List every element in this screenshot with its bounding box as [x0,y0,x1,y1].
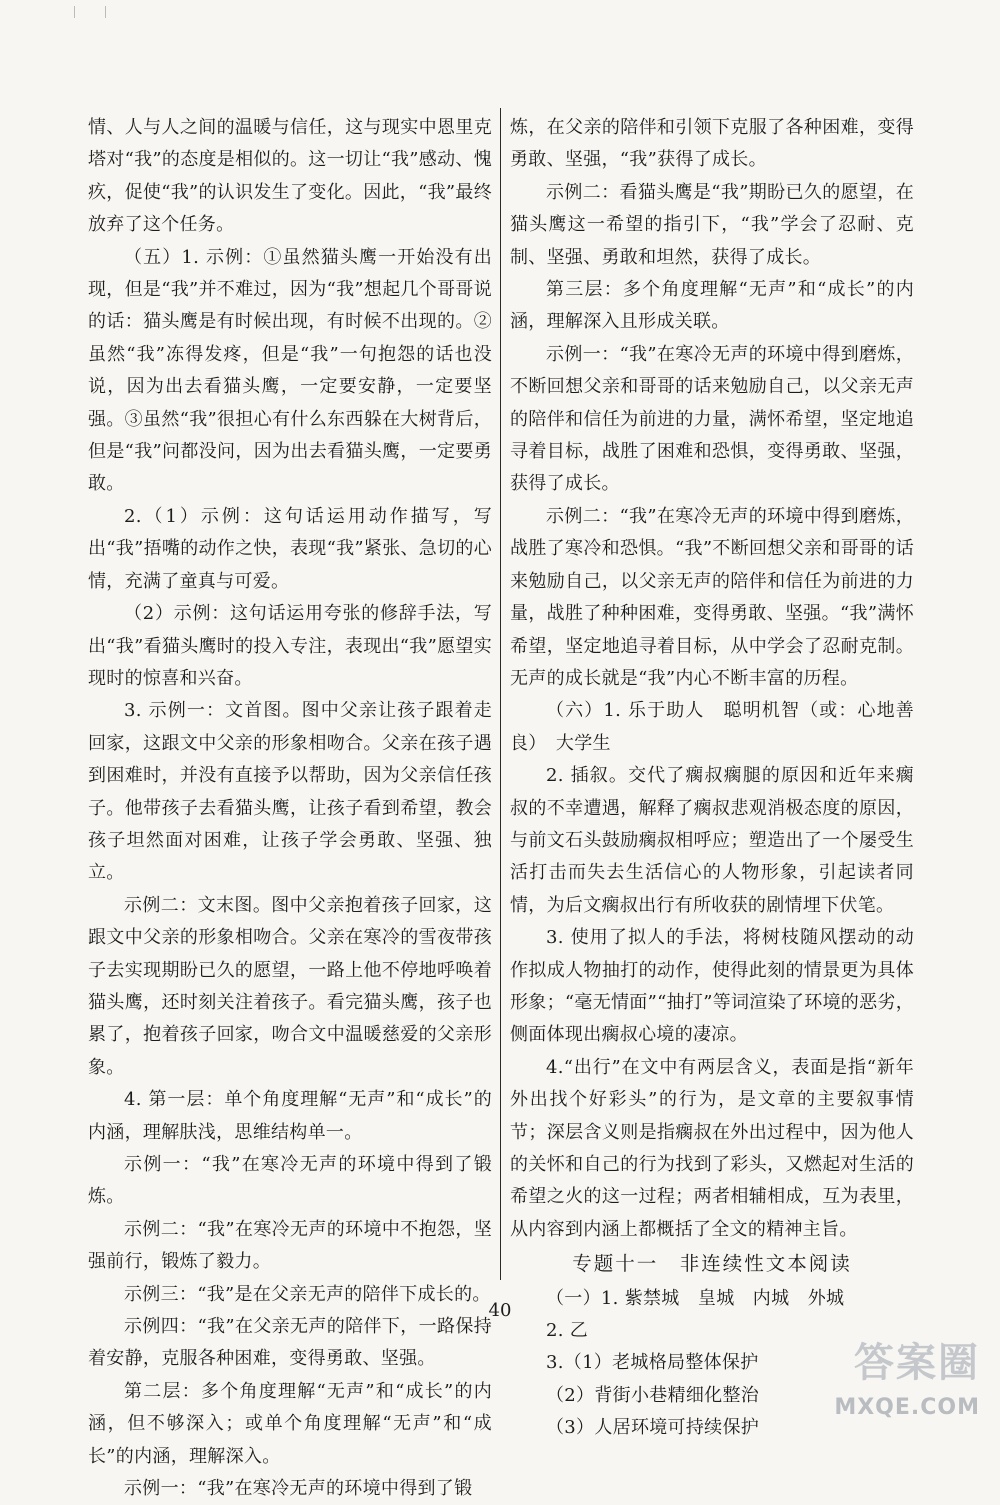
right-column [510,112,914,1445]
paragraph: （2）示例：这句话运用夸张的修辞手法，写出“我”看猫头鹰时的投入专注，表现出“我”愿望实现时的惊喜和兴奋。 [88,603,493,689]
watermark-logo [822,1336,994,1428]
paragraph: 示例一：“我”在寒冷无声的环境中得到了锻 [124,1478,473,1500]
paragraph: 3. 示例一：文首图。图中父亲让孩子跟着走回家，这跟文中父亲的形象相吻合。父亲在孩子遇到困难时，并没有直接予以帮助，因为父亲信任孩子。他带孩子去看猫头鹰，让孩子看到希望，教会孩子坦然面对困难，让孩子学会勇敢、坚强、独立。 [88,700,492,884]
paragraph: 2. 插叙。交代了瘸叔瘸腿的原因和近年来瘸叔的不幸遭遇，解释了瘸叔悲观消极态度的原因，与前文石头鼓励瘸叔相呼应；塑造出了一个屡受生活打击而失去生活信心的人物形象，引起读者同情，为后文瘸叔出行有所收获的剧情埋下伏笔。 [510,765,914,916]
column-divider [500,108,501,1280]
paragraph: 示例三：“我”是在父亲无声的陪伴下成长的。 [124,1283,491,1305]
paragraph: （五）1. 示例：①虽然猫头鹰一开始没有出现，但是“我”并不难过，因为“我”想起几个哥哥说的话：猫头鹰是有时候出现，有时候不出现的。②虽然“我”冻得发疼，但是“我”一句抱怨的话也没说，因为出去看猫头鹰，一定要安静，一定要坚强。③虽然“我”很担心有什么东西躲在大树背后，但是“我”问都没问，因为出去看猫头鹰，一定要勇敢。 [88,246,493,495]
paragraph: 第三层：多个角度理解“无声”和“成长”的内涵，理解深入且形成关联。 [510,279,914,333]
paragraph: 示例二：“我”在寒冷无声的环境中不抱怨，坚强前行，锻炼了毅力。 [88,1218,492,1273]
paragraph: （六）1. 乐于助人 聪明机智（或：心地善良） 大学生 [510,700,914,754]
paragraph: （一）1. 紫禁城 皇城 内城 外城 [546,1287,845,1309]
paragraph: 示例二：“我”在寒冷无声的环境中得到磨炼，战胜了寒冷和恐惧。“我”不断回想父亲和哥哥的话来勉励自己，以父亲无声的陪伴和信任为前进的力量，战胜了种种困难，变得勇敢、坚强。“我”满怀希望，坚定地追寻着目标，从中学会了忍耐克制。无声的成长就是“我”内心不断丰富的历程。 [510,505,914,689]
paragraph: （2）背街小巷精细化整治 [546,1384,760,1406]
paragraph: 示例二：文末图。图中父亲抱着孩子回家，这跟文中父亲的形象相吻合。父亲在寒冷的雪夜带孩子去实现期盼已久的愿望，一路上他不停地呼唤着猫头鹰，还时刻关注着孩子。看完猫头鹰，孩子也累了，抱着孩子回家，吻合文中温暖慈爱的父亲形象。 [88,894,492,1078]
paragraph: 2.（1）示例：这句话运用动作描写，写出“我”捂嘴的动作之快，表现“我”紧张、急切的心情，充满了童真与可爱。 [88,505,493,592]
watermark-cn: 答案圈 [854,1340,980,1386]
paragraph: 4.“出行”在文中有两层含义，表面是指“新年外出找个好彩头”的行为，是文章的主要叙事情节；深层含义则是指瘸叔在外出过程中，因为他人的关怀和自己的行为找到了彩头，又燃起对生活的希望之火的这一过程；两者相辅相成，互为表里，从内容到内涵上都概括了全文的精神主旨。 [510,1056,914,1240]
watermark-url: MXQE.COM [834,1395,980,1420]
left-column [88,112,492,1505]
paragraph: 示例四：“我”在父亲无声的陪伴下，一路保持着安静，克服各种困难，变得勇敢、坚强。 [88,1316,492,1370]
paragraph: 情、人与人之间的温暖与信任，这与现实中恩里克塔对“我”的态度是相似的。这一切让“我”感动、愧疚，促使“我”的认识发生了变化。因此，“我”最终放弃了这个任务。 [88,117,493,236]
paragraph: 示例一：“我”在寒冷无声的环境中得到磨炼，不断回想父亲和哥哥的话来勉励自己，以父亲无声的陪伴和信任为前进的力量，满怀希望，坚定地追寻着目标，战胜了困难和恐惧，变得勇敢、坚强，获得了成长。 [510,343,914,495]
right-column-body [510,112,914,1246]
paragraph: 3. 使用了拟人的手法，将树枝随风摆动的动作拟成人物抽打的动作，使得此刻的情景更为具体形象；“毫无情面”“抽打”等词渲染了环境的恶劣，侧面体现出瘸叔心境的凄凉。 [510,927,915,1046]
paragraph: 炼，在父亲的陪伴和引领下克服了各种困难，变得勇敢、坚强，“我”获得了成长。 [510,117,914,171]
paragraph: 示例一：“我”在寒冷无声的环境中得到了锻炼。 [88,1154,492,1208]
scan-edge-mark [74,6,106,18]
section-heading: 专题十一 非连续性文本阅读 [572,1252,852,1276]
paragraph: 示例二：看猫头鹰是“我”期盼已久的愿望，在猫头鹰这一希望的指引下，“我”学会了忍耐、克制、坚强、勇敢和坦然，获得了成长。 [510,181,914,268]
paragraph: 第二层：多个角度理解“无声”和“成长”的内涵，但不够深入；或单个角度理解“无声”和“成长”的内涵，理解深入。 [88,1380,492,1467]
paragraph: 3.（1）老城格局整体保护 [546,1352,759,1374]
page-number: 40 [488,1300,512,1321]
paragraph: （3）人居环境可持续保护 [546,1417,760,1439]
paragraph: 4. 第一层：单个角度理解“无声”和“成长”的内涵，理解肤浅，思维结构单一。 [88,1089,492,1143]
paragraph: 2. 乙 [546,1320,589,1342]
